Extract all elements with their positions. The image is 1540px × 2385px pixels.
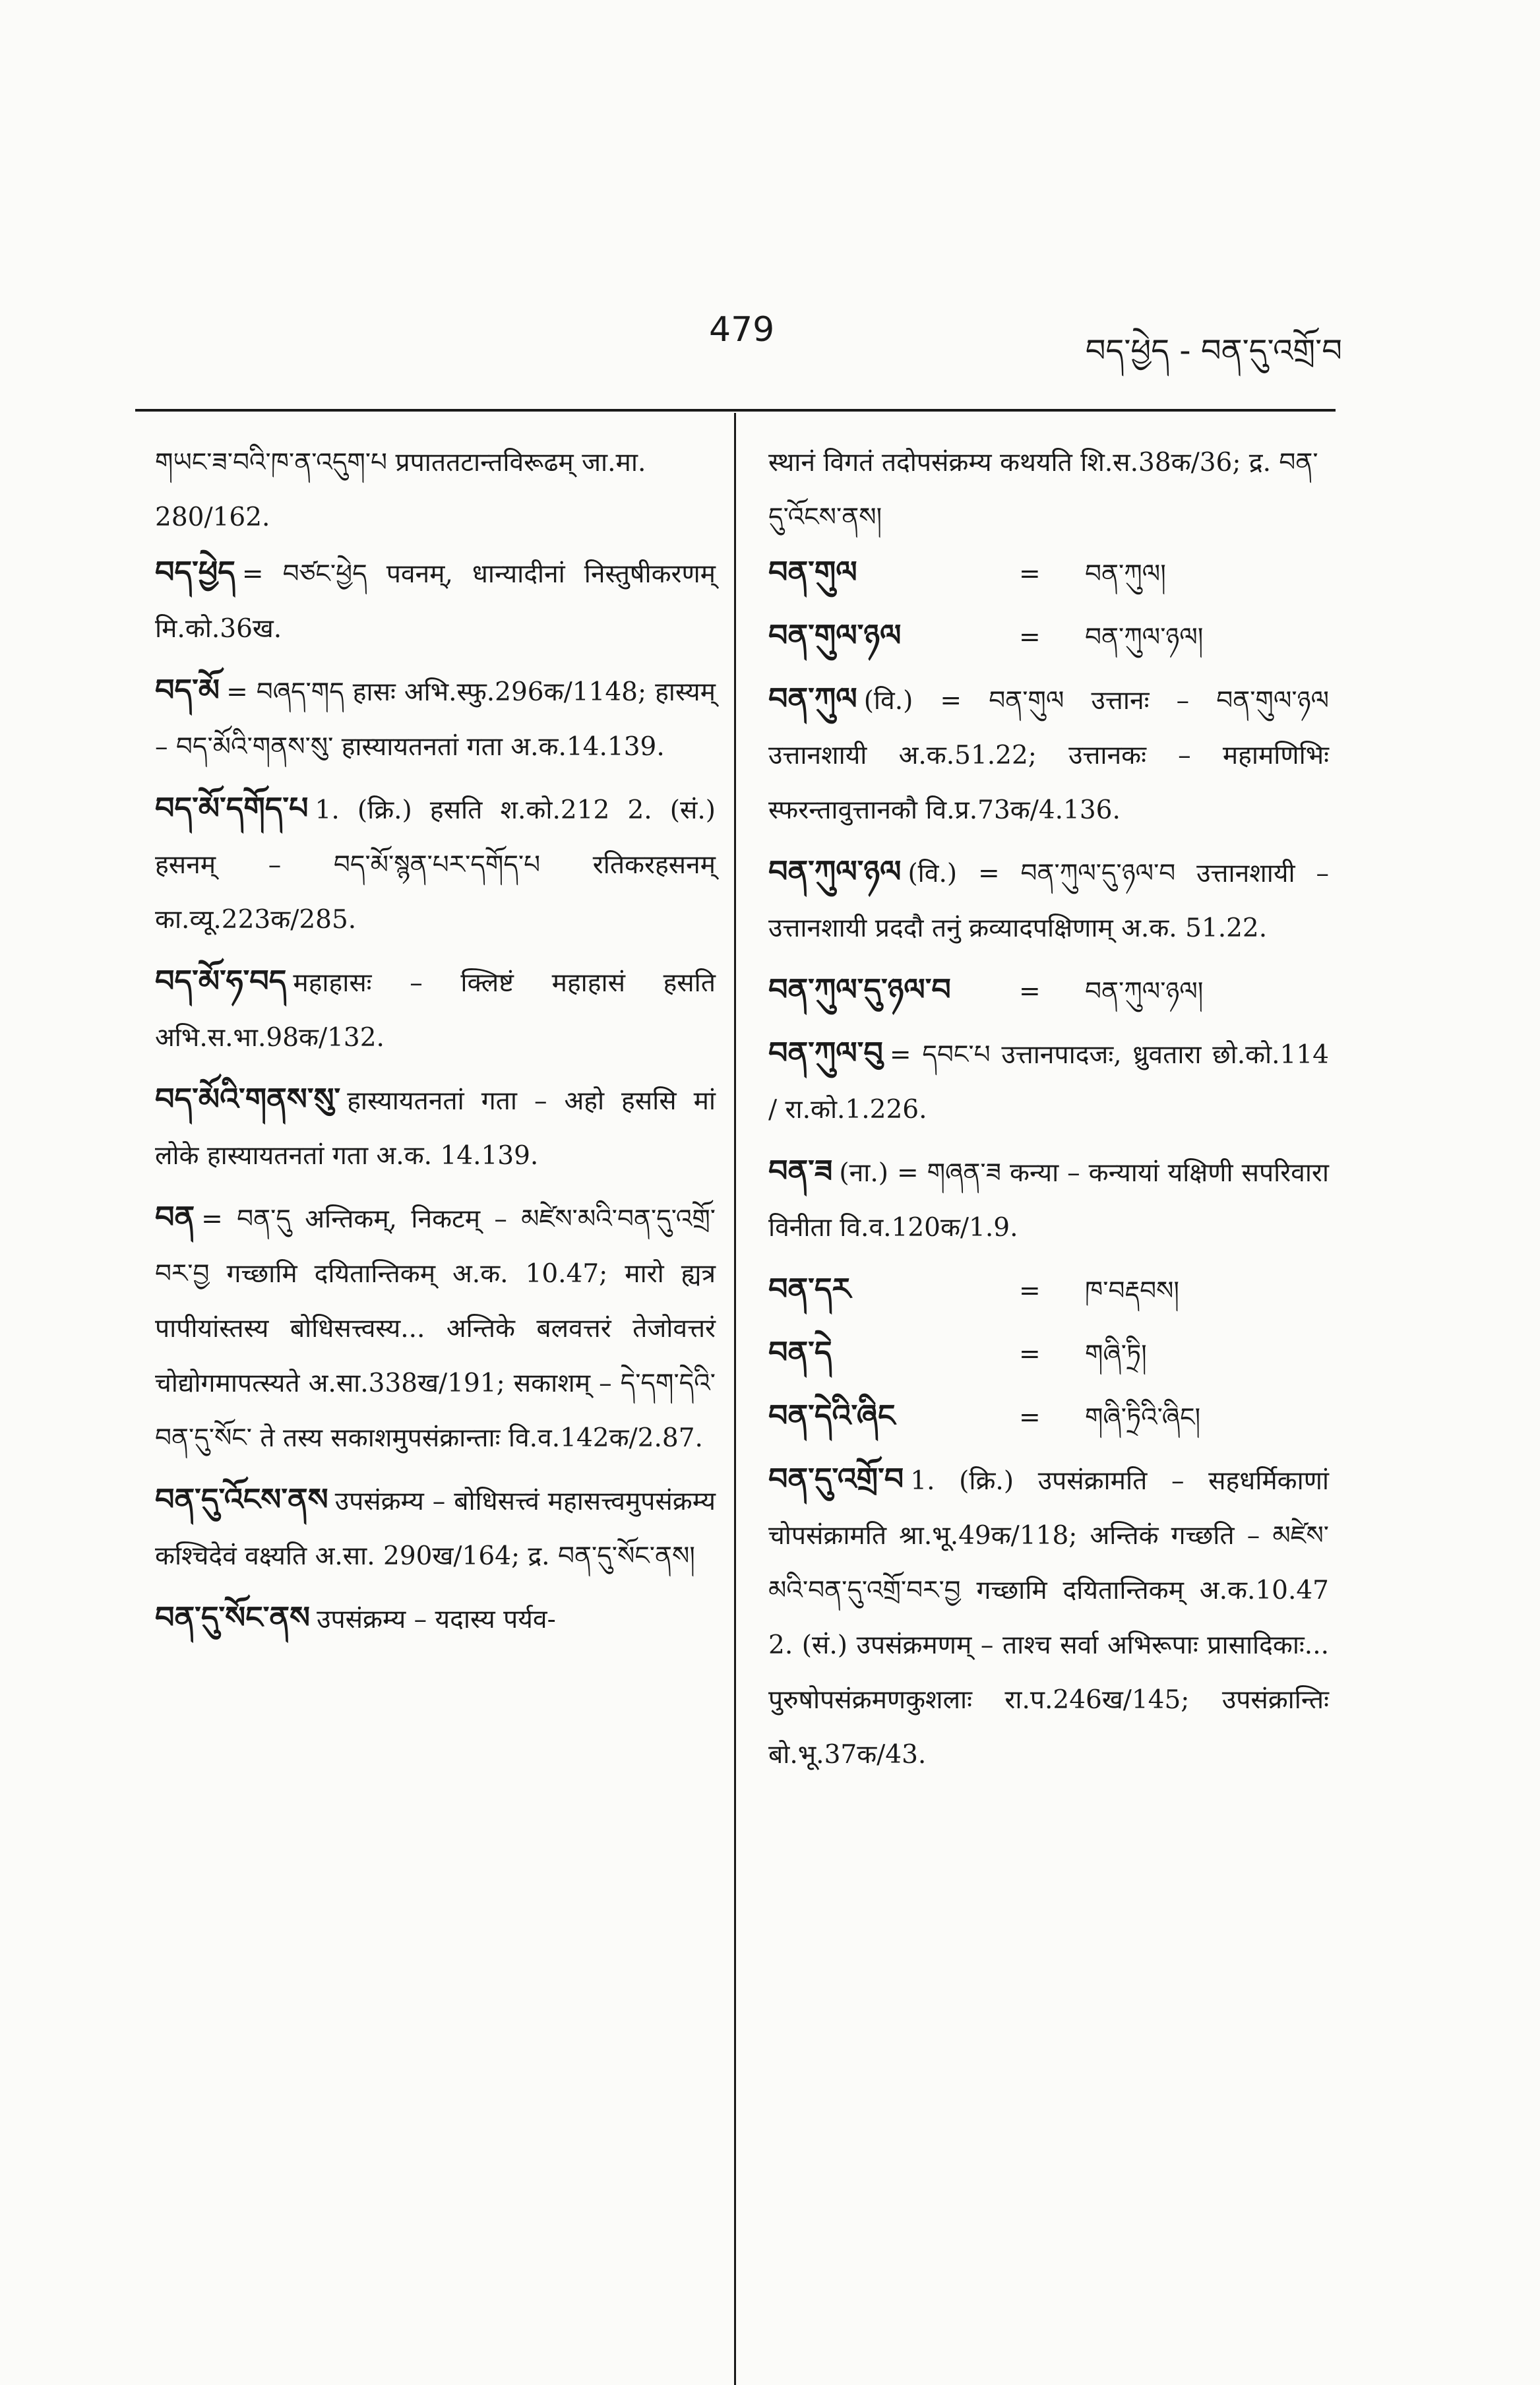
column-divider <box>734 413 736 2385</box>
equals-sign: = <box>1019 1340 1041 1369</box>
entry-body: བན་ཀུལ། <box>1085 559 1166 589</box>
continuation-text: स्थानं विगतं तदोपसंक्रम्य कथयति शि.स.38क/36; द्र. བན་དུ་འོངས་ནས། <box>768 448 1318 532</box>
dictionary-entry <box>768 1325 1329 1382</box>
dictionary-entry <box>155 663 716 774</box>
entry-headword: བད་མོའི་གནས་སུ་ <box>155 1081 341 1117</box>
entry-headword: བད་མོ <box>155 672 220 708</box>
running-head: བད་ཕྱེད - བན་དུ་འགྲོ་བ <box>1085 332 1342 369</box>
entry-body: (वि.) = བན་ཀུལ་དུ་ཉལ་བ उत्तानशायी – उत्तानशायी प्रददौ तनुं क्रव्यादपक्षिणाम् अ.क. 51.22. <box>768 859 1329 943</box>
entry-body: = དབང་པ उत्तानपादजः, ध्रुवतारा छो.को.114 / रा.को.1.226. <box>768 1040 1329 1125</box>
right-column <box>768 435 1329 1789</box>
entry-body: གཞི་ཏྲིའི་ཞིང། <box>1085 1403 1201 1433</box>
dictionary-entry <box>768 1026 1329 1137</box>
entry-body: (ना.) = གཞན་ཟ कन्या – कन्यायां यक्षिणी सपरिवारा विनीता वि.व.120क/1.9. <box>768 1158 1329 1243</box>
entry-headword: བན་གུལ་ཉལ <box>768 617 902 653</box>
entry-headword: བན <box>155 1199 195 1235</box>
equals-sign: = <box>1019 977 1041 1007</box>
equals-sign: = <box>1019 623 1041 652</box>
page-number: 479 <box>709 310 775 350</box>
entry-body: 1. (क्रि.) उपसंक्रामति – सहधर्मिकाणां चोपसंक्रामति श्रा.भू.49क/118; अन्तिकं गच्छति – མཛེས་མའི་བན་དུ་འགྲོ་བར་བྱ गच्छामि दयितान्तिकम् अ.क.10.47 2. (सं.) उपसंक्रमणम् – ताश्च सर्वा अभिरूपाः प्रासादिकाः... पुरुषोपसंक्रमणकुशलाः रा.प.246ख/145; उपसंक्रान्तिः बो.भू.37क/43. <box>768 1466 1329 1770</box>
dictionary-entry <box>155 954 716 1065</box>
entry-headword: བན་དུ་འོངས་ནས <box>155 1481 328 1517</box>
entry-body: उपसंक्रम्य – यदास्य पर्यव- <box>317 1605 556 1634</box>
entry-body: བན་ཀུལ་ཉལ། <box>1085 623 1204 652</box>
dictionary-entry <box>155 1590 716 1647</box>
entry-headword: བད་མོ་ཧ་བད <box>155 963 287 999</box>
dictionary-entry <box>155 1472 716 1584</box>
entry-body: = བཙང་ཕྱེད पवनम्, धान्यादीनां निस्तुषीकरणम् मि.को.36ख. <box>155 559 716 644</box>
equals-sign: = <box>1019 1403 1041 1433</box>
entry-body: = བན་དུ अन्तिकम्, निकटम् – མཛེས་མའི་བན་དུ་འགྲོ་བར་བྱ गच्छामि दयितान्तिकम् अ.क. 10.47; मारो ह्यत्र पापीयांस्तस्य बोधिसत्त्वस्य... अन्तिके बलवत्तरं तेजोवत्तरं चोद्योगमापत्स्यते अ.सा.338ख/191; सकाशम् – དེ་དག་དེའི་བན་དུ་སོང་ ते तस्य सकाशमुपसंक्रान्ताः वि.व.142क/2.87. <box>155 1204 716 1453</box>
entry-headword: བད་ཕྱེད <box>155 554 235 590</box>
page-header <box>0 310 1540 376</box>
entry-body: གཞི་ཏྲི། <box>1085 1340 1147 1369</box>
entry-headword: བད་མོ་དགོད་པ <box>155 790 309 826</box>
dictionary-entry <box>155 1072 716 1183</box>
entry-headword: བན་ཟ <box>768 1153 833 1189</box>
entry-headword: བན་དེའི་ཞིང <box>768 1398 896 1433</box>
equals-sign: = <box>1019 559 1041 589</box>
dictionary-entry <box>768 545 1329 602</box>
entry-body: हास्यायतनतां गता – अहो हससि मां लोके हास्यायतनतां गता अ.क. 14.139. <box>155 1086 716 1171</box>
entry-headword: བན་དུ་སོང་ནས <box>155 1599 311 1635</box>
dictionary-entry <box>155 1190 716 1466</box>
entry-headword: བན་ཀུལ་དུ་ཉལ་བ <box>768 972 951 1007</box>
continuation-text: གཡང་ཟ་བའི་ཁ་ན་འདུག་པ प्रपाततटान्तविरूढम् जा.मा. 280/162. <box>155 448 646 532</box>
dictionary-entry <box>768 671 1329 838</box>
entry-headword: བན་དེ <box>768 1334 832 1370</box>
entry-body: ཁ་བརྡབས། <box>1085 1276 1180 1306</box>
entry-body: 1. (क्रि.) हसति श.को.212 2. (सं.) हसनम् – བད་མོ་སྙན་པར་དགོད་པ रतिकरहसनम् का.व्यू.223क/285. <box>155 795 716 935</box>
entry-body: (वि.) = བན་གུལ उत्तानः – བན་གུལ་ཉལ उत्तानशायी अ.क.51.22; उत्तानकः – महामणिभिः स्फरन्तावुत्तानकौ वि.प्र.73क/4.136. <box>768 686 1329 825</box>
entry-headword: བན་དུ་འགྲོ་བ <box>768 1461 904 1497</box>
entry-headword: བན་གུལ <box>768 554 857 590</box>
entry-headword: བན་དར <box>768 1271 851 1307</box>
dictionary-entry <box>768 1388 1329 1445</box>
dictionary-entry <box>768 844 1329 956</box>
dictionary-entry <box>768 1144 1329 1255</box>
dictionary-entry <box>768 608 1329 665</box>
entry-headword: བན་ཀུལ་བུ <box>768 1035 883 1070</box>
dictionary-entry <box>768 962 1329 1019</box>
dictionary-entry <box>155 545 716 656</box>
entry-body: महाहासः – क्लिष्टं महाहासं हसति अभि.स.भा.98क/132. <box>155 968 716 1053</box>
entry-body: उपसंक्रम्य – बोधिसत्त्वं महासत्त्वमुपसंक्रम्य कश्चिदेवं वक्ष्यति अ.सा. 290ख/164; द्र. བན་དུ་སོང་ནས། <box>155 1487 716 1571</box>
entry-body: བན་ཀུལ་ཉལ། <box>1085 977 1204 1007</box>
equals-sign: = <box>1019 1276 1041 1306</box>
dictionary-entry <box>768 1262 1329 1318</box>
dictionary-entry <box>155 781 716 947</box>
entry-body: = བཞད་གད हासः अभि.स्फु.296क/1148; हास्यम् – བད་མོའི་གནས་སུ་ हास्यायतनतां गता अ.क.14.139. <box>155 677 716 762</box>
left-column <box>155 435 716 1654</box>
header-rule <box>135 409 1336 412</box>
dictionary-entry <box>768 1452 1329 1782</box>
entry-headword: བན་ཀུལ <box>768 681 857 716</box>
entry-headword: བན་ཀུལ་ཉལ <box>768 853 902 889</box>
